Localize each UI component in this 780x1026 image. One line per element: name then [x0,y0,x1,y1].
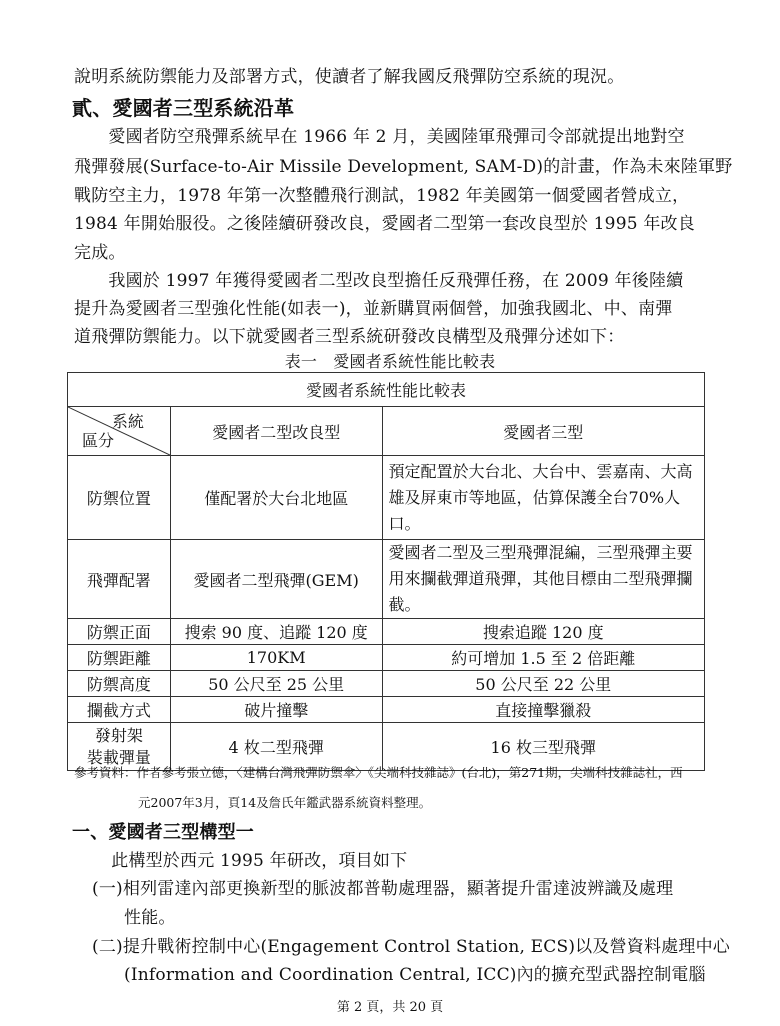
intro-line: 說明系統防禦能力及部署方式，使讀者了解我國反飛彈防空系統的現況。 [74,67,625,87]
reference-note: 參考資料：作者參考張立德，〈建構台灣飛彈防禦傘〉《尖端科技雜誌》(台北)，第271期，尖端科技雜誌社，西 [74,765,683,780]
table-cell: 愛國者二型飛彈(GEM) [170,540,382,619]
column-header: 愛國者三型 [382,407,704,456]
table-cell: 4 枚二型飛彈 [170,723,382,771]
row-label-line: 發射架 [94,725,143,745]
header-system: 系統 [111,412,144,431]
list-item: (一)相列雷達內部更換新型的脈波都普勒處理器，顯著提升雷達波辨識及處理 [92,879,674,899]
paragraph-line: 飛彈發展(Surface-to-Air Missile Development, SAM-D)的計畫，作為未來陸軍野 [74,157,733,177]
table-row [68,619,705,645]
table-cell: 搜索 90 度、追蹤 120 度 [170,619,382,645]
section-heading: 貳、愛國者三型系統沿革 [72,96,295,120]
column-header: 愛國者二型改良型 [170,407,382,456]
table-caption: 表一 愛國者系統性能比較表 [284,352,496,371]
paragraph-line: 提升為愛國者三型強化性能(如表一)，並新購買兩個營，加強我國北、中、南彈 [74,299,673,319]
table-cell: 50 公尺至 25 公里 [170,671,382,697]
row-label-line: 裝載彈量 [86,747,151,767]
table-cell: 愛國者二型及三型飛彈混編，三型飛彈主要用來攔截彈道飛彈，其他目標由二型飛彈攔截。 [382,540,704,619]
table-row [68,645,705,671]
table-cell: 搜索追蹤 120 度 [382,619,704,645]
table-cell: 170KM [170,645,382,671]
row-label: 防禦高度 [68,671,171,697]
row-label: 防禦位置 [68,456,171,540]
list-item: (二)提升戰術控制中心(Engagement Control Station, ECS)以及營資料處理中心 [92,937,730,957]
reference-note: 元2007年3月，頁14及詹氏年鑑武器系統資料整理。 [138,795,432,810]
header-category: 區分 [82,431,115,450]
sub-heading: 一、愛國者三型構型一 [72,822,254,843]
table-cell: 預定配置於大台北、大台中、雲嘉南、大高雄及屏東市等地區，估算保護全台70%人口。 [382,456,704,540]
table-cell: 約可增加 1.5 至 2 倍距離 [382,645,704,671]
comparison-table [67,372,705,771]
page-footer: 第 2 頁，共 20 頁 [336,1000,444,1015]
paragraph-line: 戰防空主力，1978 年第一次整體飛行測試，1982 年美國第一個愛國者營成立， [74,186,690,206]
row-label: 飛彈配署 [68,540,171,619]
paragraph-line: 完成。 [74,243,126,263]
table-cell: 僅配署於大台北地區 [170,456,382,540]
table-row [68,456,705,540]
table-corner-header [68,407,171,456]
row-label: 防禦正面 [68,619,171,645]
paragraph-line: 愛國者防空飛彈系統早在 1966 年 2 月，美國陸軍飛彈司令部就提出地對空 [74,127,685,147]
table-cell: 破片撞擊 [170,697,382,723]
table-cell: 50 公尺至 22 公里 [382,671,704,697]
table-cell: 直接撞擊獵殺 [382,697,704,723]
paragraph-line: 我國於 1997 年獲得愛國者二型改良型擔任反飛彈任務，在 2009 年後陸續 [74,271,684,291]
table-cell: 16 枚三型飛彈 [382,723,704,771]
paragraph-line: 道飛彈防禦能力。以下就愛國者三型系統研發改良構型及飛彈分述如下： [74,327,625,347]
row-label: 攔截方式 [68,697,171,723]
list-item-continuation: (Information and Coordination Central, ICC)內的擴充型武器控制電腦 [124,965,706,985]
table-row [68,697,705,723]
table-title: 愛國者系統性能比較表 [68,373,705,407]
table-row [68,540,705,619]
table-row [68,671,705,697]
row-label: 防禦距離 [68,645,171,671]
paragraph-line: 1984 年開始服役。之後陸續研發改良，愛國者二型第一套改良型於 1995 年改良 [74,214,695,234]
paragraph-line: 此構型於西元 1995 年研改，項目如下 [94,851,408,871]
list-item-continuation: 性能。 [124,908,176,928]
